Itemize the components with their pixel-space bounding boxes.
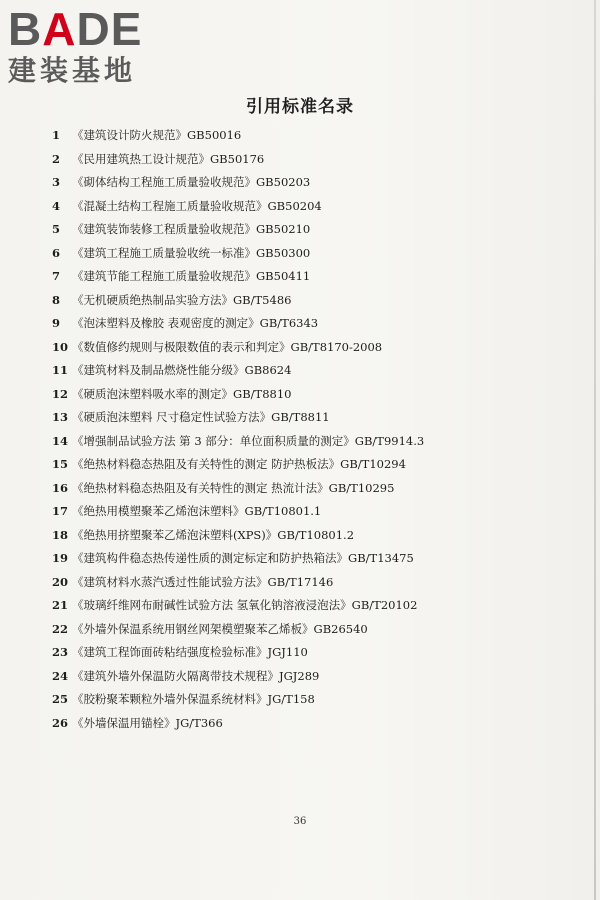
standard-number: 5 xyxy=(52,222,61,236)
standard-title: 《增强制品试验方法 第 3 部分：单位面积质量的测定》GB/T9914.3 xyxy=(72,433,425,448)
standard-title: 《建筑工程施工质量验收统一标准》GB50300 xyxy=(72,245,311,260)
standard-title: 《硬质泡沫塑料吸水率的测定》GB/T8810 xyxy=(72,386,292,401)
standard-title: 《数值修约规则与极限数值的表示和判定》GB/T8170-2008 xyxy=(72,339,383,354)
logo-letter-b: B xyxy=(8,3,43,55)
logo-wordmark xyxy=(8,3,143,55)
standard-number: 9 xyxy=(52,316,61,330)
page-title: 引用标准名录 xyxy=(246,97,354,117)
standard-number: 24 xyxy=(52,668,69,683)
logo-subtitle: 建装基地 xyxy=(8,54,137,87)
standard-title: 《绝热材料稳态热阻及有关特性的测定 防护热板法》GB/T10294 xyxy=(72,457,406,471)
standard-number: 26 xyxy=(52,715,69,730)
standard-number: 16 xyxy=(52,480,69,495)
page-number: 36 xyxy=(293,816,307,827)
standard-number: 21 xyxy=(52,598,69,612)
standard-item xyxy=(52,148,588,172)
standard-number: 20 xyxy=(52,574,69,589)
standard-item xyxy=(52,312,588,336)
standard-title: 《绝热用模塑聚苯乙烯泡沫塑料》GB/T10801.1 xyxy=(72,504,322,518)
standard-item xyxy=(52,453,588,477)
standard-item xyxy=(52,618,588,642)
standard-number: 12 xyxy=(52,386,69,401)
standard-title: 《外墙保温用锚栓》JG/T366 xyxy=(72,715,223,730)
standard-number: 2 xyxy=(52,151,61,166)
standard-item xyxy=(52,641,588,665)
standard-item xyxy=(52,688,588,712)
standard-number: 11 xyxy=(52,363,69,377)
standard-item xyxy=(52,665,588,689)
standard-title: 《硬质泡沫塑料 尺寸稳定性试验方法》GB/T8811 xyxy=(72,410,330,424)
standard-title: 《建筑外墙外保温防火隔离带技术规程》JGJ289 xyxy=(72,668,320,683)
standard-item xyxy=(52,242,588,266)
standard-item xyxy=(52,195,588,219)
standard-item xyxy=(52,336,588,360)
standard-number: 25 xyxy=(52,692,69,706)
standard-title: 《泡沫塑料及橡胶 表观密度的测定》GB/T6343 xyxy=(72,316,319,330)
standard-item xyxy=(52,218,588,242)
standard-item xyxy=(52,712,588,736)
standard-item xyxy=(52,571,588,595)
standard-number: 17 xyxy=(52,504,69,518)
standard-item xyxy=(52,171,588,195)
standard-item xyxy=(52,383,588,407)
brand-logo xyxy=(8,3,183,87)
standard-number: 1 xyxy=(52,128,61,142)
standard-item xyxy=(52,524,588,548)
standard-title: 《建筑装饰装修工程质量验收规范》GB50210 xyxy=(72,222,311,236)
logo-letter-a-accent: A xyxy=(42,3,77,55)
standard-title: 《外墙外保温系统用钢丝网架模塑聚苯乙烯板》GB26540 xyxy=(72,621,368,636)
standard-number: 7 xyxy=(52,269,61,283)
standard-item xyxy=(52,124,588,148)
standard-title: 《玻璃纤维网布耐碱性试验方法 氢氧化钠溶液浸泡法》GB/T20102 xyxy=(72,598,418,612)
standard-number: 14 xyxy=(52,433,69,448)
standard-title: 《混凝土结构工程施工质量验收规范》GB50204 xyxy=(72,198,322,213)
standard-title: 《建筑设计防火规范》GB50016 xyxy=(72,128,242,142)
standard-title: 《建筑构件稳态热传递性质的测定标定和防护热箱法》GB/T13475 xyxy=(72,551,414,565)
standard-title: 《建筑节能工程施工质量验收规范》GB50411 xyxy=(72,269,311,283)
logo-letters-de: DE xyxy=(76,3,143,55)
standard-number: 6 xyxy=(52,245,61,260)
standard-item xyxy=(52,359,588,383)
standard-item xyxy=(52,547,588,571)
standard-number: 19 xyxy=(52,551,69,565)
standard-number: 15 xyxy=(52,457,69,471)
standard-number: 22 xyxy=(52,621,69,636)
standard-title: 《建筑材料水蒸汽透过性能试验方法》GB/T17146 xyxy=(72,574,334,589)
standard-title: 《建筑材料及制品燃烧性能分级》GB8624 xyxy=(72,363,292,377)
standards-list xyxy=(52,124,588,735)
standard-item xyxy=(52,406,588,430)
standard-item xyxy=(52,289,588,313)
standard-title: 《砌体结构工程施工质量验收规范》GB50203 xyxy=(72,175,311,189)
standard-title: 《建筑工程饰面砖粘结强度检验标准》JGJ110 xyxy=(72,645,308,659)
standard-title: 《绝热材料稳态热阻及有关特性的测定 热流计法》GB/T10295 xyxy=(72,480,395,495)
standard-title: 《无机硬质绝热制品实验方法》GB/T5486 xyxy=(72,292,292,307)
standard-item xyxy=(52,265,588,289)
standard-item xyxy=(52,500,588,524)
standard-number: 13 xyxy=(52,410,69,424)
standard-title: 《胶粉聚苯颗粒外墙外保温系统材料》JG/T158 xyxy=(72,692,315,706)
page-edge-shadow xyxy=(594,0,596,900)
standard-number: 4 xyxy=(52,198,61,213)
standard-number: 23 xyxy=(52,645,69,659)
standard-number: 18 xyxy=(52,527,69,542)
standard-item xyxy=(52,477,588,501)
standard-title: 《民用建筑热工设计规范》GB50176 xyxy=(72,151,265,166)
standard-number: 10 xyxy=(52,339,69,354)
standard-item xyxy=(52,594,588,618)
standard-item xyxy=(52,430,588,454)
standard-number: 3 xyxy=(52,175,61,189)
standard-title: 《绝热用挤塑聚苯乙烯泡沫塑料(XPS)》GB/T10801.2 xyxy=(72,527,355,542)
standard-number: 8 xyxy=(52,292,61,307)
